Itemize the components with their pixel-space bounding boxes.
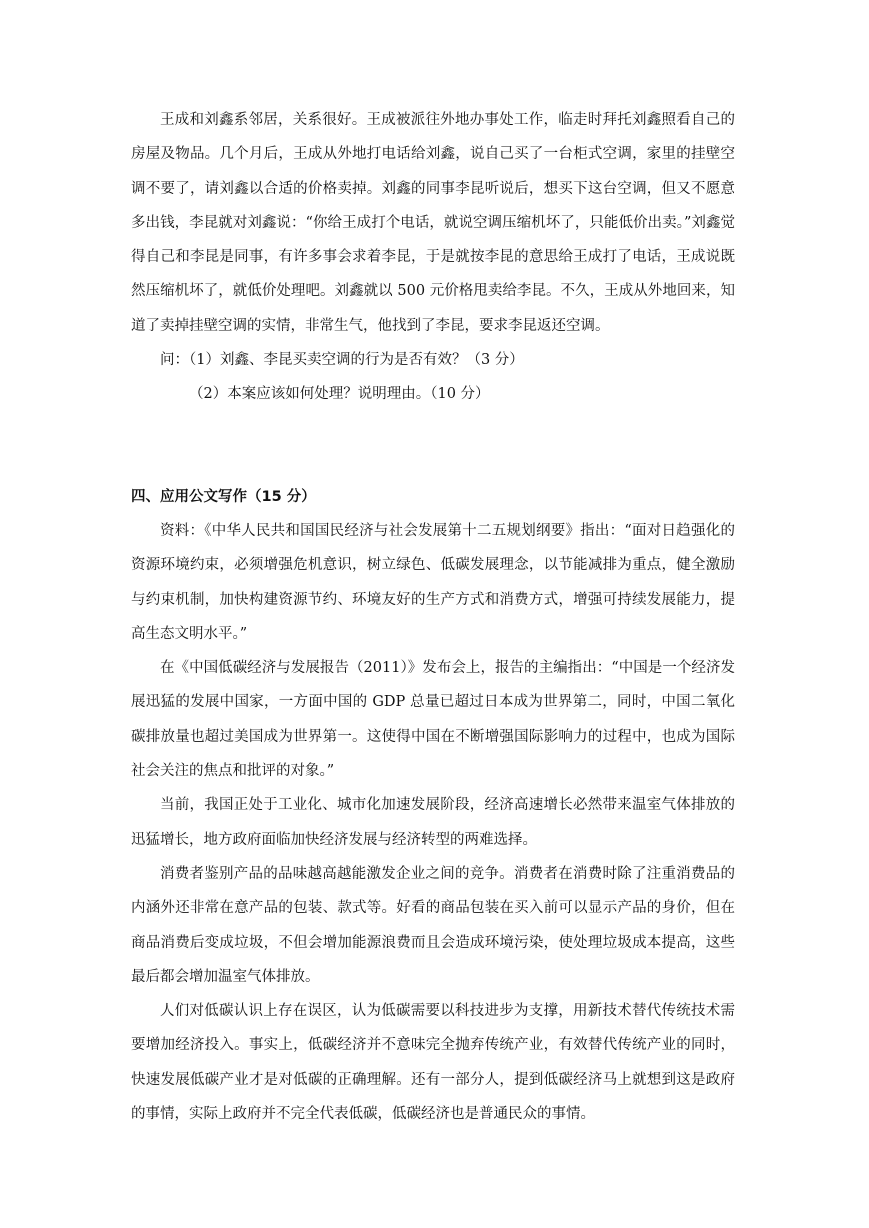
material-paragraph-2: 在《中国低碳经济与发展报告（2011）》发布会上，报告的主编指出：“中国是一个经济发展迅猛的发展中国家，一方面中国的 GDP 总量已超过日本成为世界第二，同时，中国二氧化碳排放量也超过美国成为世界第一。这使得中国在不断增强国际影响力的过程中，也成为国际社会关注的焦点和批评的对象。” <box>131 660 735 780</box>
case-paragraph: 王成和刘鑫系邻居，关系很好。王成被派往外地办事处工作，临走时拜托刘鑫照看自己的房屋及物品。几个月后，王成从外地打电话给刘鑫，说自己买了一台柜式空调，家里的挂壁空调不要了，请刘鑫以合适的价格卖掉。刘鑫的同事李昆听说后，想买下这台空调，但又不愿意多出钱，李昆就对刘鑫说：“你给王成打个电话，就说空调压缩机坏了，只能低价出卖。”刘鑫觉得自己和李昆是同事，有许多事会求着李昆，于是就按李昆的意思给王成打了电话，王成说既然压缩机坏了，就低价处理吧。刘鑫就以 500 元价格甩卖给李昆。不久，王成从外地回来，知道了卖掉挂壁空调的实情，非常生气，他找到了李昆，要求李昆返还空调。 <box>131 112 735 334</box>
document-page <box>131 103 735 1131</box>
material-paragraph-4: 消费者鉴别产品的品味越高越能激发企业之间的竞争。消费者在消费时除了注重消费品的内涵外还非常在意产品的包装、款式等。好看的商品包装在买入前可以显示产品的身价，但在商品消费后变成垃圾，不但会增加能源浪费而且会造成环境污染，使处理垃圾成本提高，这些最后都会增加温室气体排放。 <box>131 865 735 985</box>
question-1: 问：（1）刘鑫、李昆买卖空调的行为是否有效？（3 分） <box>160 352 524 369</box>
section-gap <box>131 412 735 480</box>
question-2: （2）本案应该如何处理？说明理由。（10 分） <box>189 386 490 403</box>
material-paragraph-5: 人们对低碳认识上存在误区，认为低碳需要以科技进步为支撑，用新技术替代传统技术需要增加经济投入。事实上，低碳经济并不意味完全抛弃传统产业，有效替代传统产业的同时，快速发展低碳产业才是对低碳的正确理解。还有一部分人，提到低碳经济马上就想到这是政府的事情，实际上政府并不完全代表低碳，低碳经济也是普通民众的事情。 <box>131 1003 735 1123</box>
section-heading: 四、应用公文写作（15 分） <box>131 488 316 505</box>
material-paragraph-1: 资料：《中华人民共和国国民经济与社会发展第十二五规划纲要》指出：“面对日趋强化的资源环境约束，必须增强危机意识，树立绿色、低碳发展理念，以节能减排为重点，健全激励与约束机制，加快构建资源节约、环境友好的生产方式和消费方式，增强可持续发展能力，提高生态文明水平。” <box>131 522 735 642</box>
material-paragraph-3: 当前，我国正处于工业化、城市化加速发展阶段，经济高速增长必然带来温室气体排放的迅猛增长，地方政府面临加快经济发展与经济转型的两难选择。 <box>131 797 735 848</box>
